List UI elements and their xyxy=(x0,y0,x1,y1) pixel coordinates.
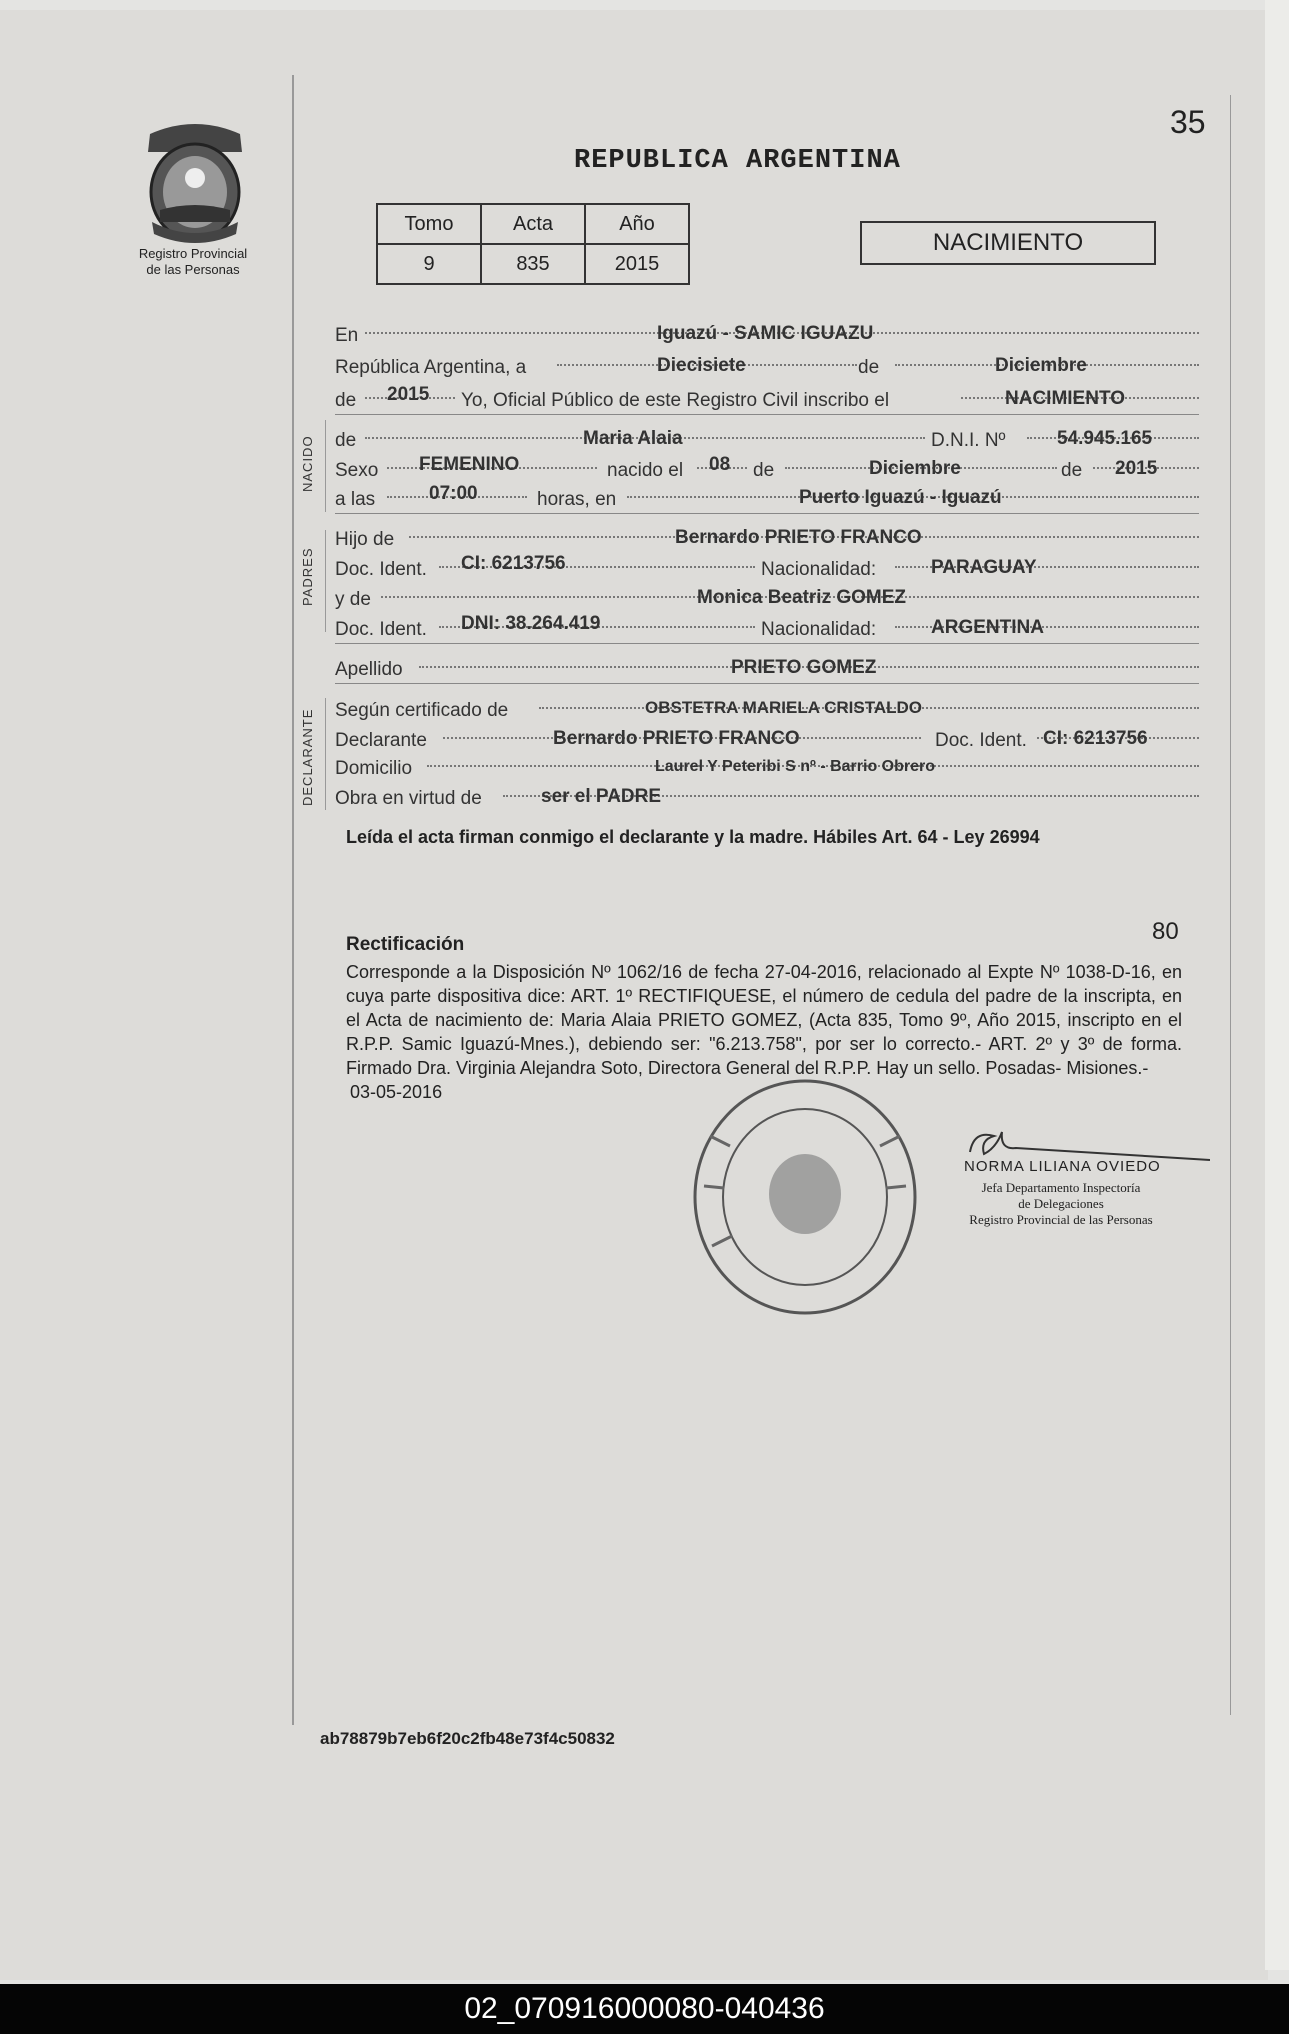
footer-code: 02_070916000080-040436 xyxy=(464,1992,825,2025)
nac-de-label: de xyxy=(753,460,775,481)
document-hash: ab78879b7eb6f20c2fb48e73f4c50832 xyxy=(320,1729,615,1748)
row-sexo xyxy=(335,456,1199,484)
signatory-title-1: Jefa Departamento Inspectoría xyxy=(981,1180,1141,1195)
day-value: Diecisiete xyxy=(657,355,746,376)
nac-de2-label: de xyxy=(1061,460,1083,481)
oficial-text: Yo, Oficial Público de este Registro Civil inscribo el xyxy=(461,390,890,411)
row-declarante xyxy=(335,726,1199,754)
page-number: 35 xyxy=(1170,104,1206,140)
en-value: Iguazú - SAMIC IGUAZU xyxy=(657,323,874,344)
ano-header: Año xyxy=(585,204,689,244)
padre-nac-value: PARAGUAY xyxy=(931,557,1037,578)
provincia-seal-icon xyxy=(138,118,252,244)
row-lugar xyxy=(335,321,1199,349)
obra-label: Obra en virtud de xyxy=(335,788,482,809)
right-margin-rule xyxy=(1230,95,1231,1715)
rectificacion-date: 03-05-2016 xyxy=(350,1082,443,1102)
section-label-padres: PADRES xyxy=(300,547,315,606)
acta-value: 835 xyxy=(481,244,585,284)
republica-label: República Argentina, a xyxy=(335,357,527,378)
logo-caption-line2: de las Personas xyxy=(146,262,240,277)
domicilio-label: Domicilio xyxy=(335,758,413,779)
logo-caption-line1: Registro Provincial xyxy=(138,246,248,261)
signatory-title-3: Registro Provincial de las Personas xyxy=(969,1212,1153,1227)
row-apellido xyxy=(335,655,1199,684)
row-domicilio xyxy=(335,754,1199,782)
declarante-bracket xyxy=(325,698,326,810)
madre-doc-value: DNI: 38.264.419 xyxy=(461,613,601,634)
nac-year-value: 2015 xyxy=(1115,458,1158,479)
section-label-declarante: DECLARANTE xyxy=(300,708,315,806)
certificado-value: OBSTETRA MARIELA CRISTALDO xyxy=(645,698,923,717)
row-madre xyxy=(335,585,1199,613)
apellido-value: PRIETO GOMEZ xyxy=(731,657,877,678)
section-label-nacido: NACIDO xyxy=(300,435,315,492)
row-padre xyxy=(335,525,1199,553)
tomo-acta-table xyxy=(376,203,690,285)
apellido-label: Apellido xyxy=(335,659,403,680)
obra-value: ser el PADRE xyxy=(541,786,662,807)
tomo-header: Tomo xyxy=(377,204,481,244)
padre-doc-value: CI: 6213756 xyxy=(461,553,566,574)
row-certificado xyxy=(335,696,1199,724)
lugar-value: Puerto Iguazú - Iguazú xyxy=(799,487,1002,508)
hijo-label: Hijo de xyxy=(335,529,395,550)
page-edge xyxy=(1265,0,1289,1970)
row-nombre xyxy=(335,426,1199,454)
nac-month-value: Diciembre xyxy=(869,458,961,479)
padres-bracket xyxy=(325,530,326,632)
rectificacion-number: 80 xyxy=(1152,918,1179,945)
de2-label: de xyxy=(335,390,357,411)
nombre-label: de xyxy=(335,430,357,451)
declarante-label: Declarante xyxy=(335,730,427,751)
closing-note: Leída el acta firman conmigo el declarante y la madre. Hábiles Art. 64 - Ley 26994 xyxy=(346,827,1040,847)
margin-rule xyxy=(292,75,294,1725)
logo-caption xyxy=(118,246,268,278)
padre-doc-label: Doc. Ident. xyxy=(335,559,427,580)
sexo-value: FEMENINO xyxy=(419,454,520,475)
padre-nac-label: Nacionalidad: xyxy=(761,559,877,580)
madre-nac-value: ARGENTINA xyxy=(931,617,1044,638)
decl-doc-value: CI: 6213756 xyxy=(1043,728,1148,749)
tomo-value: 9 xyxy=(377,244,481,284)
row-inscripcion xyxy=(335,386,1199,415)
row-hora xyxy=(335,485,1199,514)
rectificacion-body: Corresponde a la Disposición Nº 1062/16 de fecha 27-04-2016, relacionado al Expte Nº 1038-D-16, en cuya parte dispositiva dice: ART. 1º RECTIFIQUESE, el número de cedula del padre de la inscripta, en el Acta de nacimiento de: Maria Alaia PRIETO GOMEZ, (Acta 835, Tomo 9º, Año 2015, inscripto en el R.P.P. Samic Iguazú-Mnes.), debiendo ser: "6.213.758", por ser lo correcto.- ART. 2º y 3º de forma. Firmado Dra. Virginia Alejandra Soto, Directora General del R.P.P. Hay un sello. Posadas- Misiones.- xyxy=(346,962,1182,1078)
certificado-label: Según certificado de xyxy=(335,700,509,721)
row-fecha xyxy=(335,353,1199,381)
hora-value: 07:00 xyxy=(429,483,478,504)
nac-day-value: 08 xyxy=(709,454,731,475)
tipo-value: NACIMIENTO xyxy=(1005,388,1125,409)
nacido-label: nacido el xyxy=(607,460,684,481)
document-title: REPUBLICA ARGENTINA xyxy=(574,146,901,176)
madre-value: Monica Beatriz GOMEZ xyxy=(697,587,907,608)
row-padre-doc xyxy=(335,555,1199,583)
signatory-title-2: de Delegaciones xyxy=(1018,1196,1104,1211)
dni-value: 54.945.165 xyxy=(1057,428,1153,449)
signatory-name: NORMA LILIANA OVIEDO xyxy=(964,1158,1161,1175)
nombre-value: Maria Alaia xyxy=(583,428,683,449)
madre-doc-label: Doc. Ident. xyxy=(335,619,427,640)
declarante-value: Bernardo PRIETO FRANCO xyxy=(553,728,800,749)
row-madre-doc xyxy=(335,615,1199,644)
horas-label: horas, en xyxy=(537,489,617,510)
yde-label: y de xyxy=(335,589,371,610)
decl-doc-label: Doc. Ident. xyxy=(935,730,1027,751)
row-obra xyxy=(335,784,1199,812)
rectificacion-title: Rectificación xyxy=(346,934,465,955)
dni-label: D.N.I. Nº xyxy=(931,430,1006,451)
record-type-box: NACIMIENTO xyxy=(860,221,1156,265)
de-label: de xyxy=(858,357,880,378)
en-label: En xyxy=(335,325,359,346)
hora-label: a las xyxy=(335,489,376,510)
domicilio-value: Laurel Y Peteribi S nº - Barrio Obrero xyxy=(655,758,935,775)
nacido-bracket xyxy=(325,420,326,512)
sexo-label: Sexo xyxy=(335,460,379,481)
madre-nac-label: Nacionalidad: xyxy=(761,619,877,640)
direccion-general-stamp-icon xyxy=(690,1076,920,1318)
year-value: 2015 xyxy=(387,384,430,405)
acta-header: Acta xyxy=(481,204,585,244)
month-value: Diciembre xyxy=(995,355,1087,376)
padre-value: Bernardo PRIETO FRANCO xyxy=(675,527,922,548)
ano-value: 2015 xyxy=(585,244,689,284)
